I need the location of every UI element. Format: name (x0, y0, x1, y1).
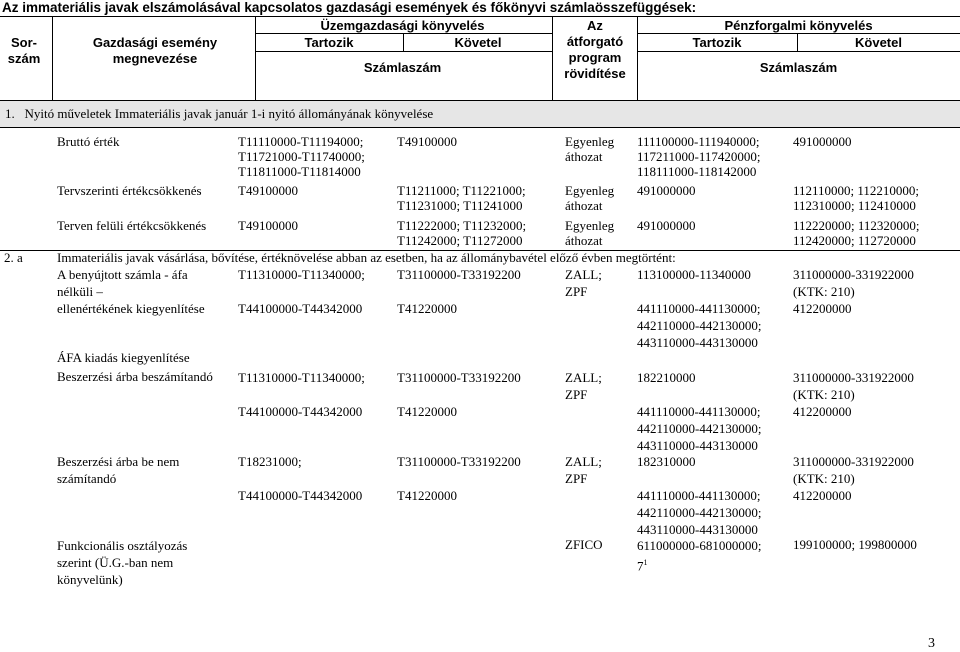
rule (637, 51, 960, 52)
row1-k2-3: 112220000; 112320000; 112420000; 112720000 (793, 218, 920, 248)
rule (637, 16, 638, 100)
row2-t1-4: T18231000; T44100000-T44342000 (238, 454, 363, 503)
row2-t2-1: 113100000-11340000 441110000-441130000; 442110000-442130000; 443110000-443130000 (637, 267, 762, 350)
row1-name-1: Bruttó érték (57, 134, 120, 149)
header-atforgato: Az átforgató program rövidítése (564, 18, 626, 81)
rule (797, 33, 798, 51)
row1-k2-1: 491000000 (793, 134, 852, 149)
section-1-band (0, 100, 960, 128)
row1-prog-2: Egyenleg áthozat (565, 183, 615, 213)
row1-t1-2: T49100000 (238, 183, 298, 198)
header-penzforgalmi: Pénzforgalmi könyvelés (724, 18, 873, 33)
rule (552, 16, 553, 100)
header-szamlaszam-1: Számlaszám (363, 60, 442, 75)
row2-k1-1: T31100000-T33192200 T41220000 (397, 267, 521, 316)
section-1-title (5, 106, 433, 122)
section-1-number: 1. (5, 106, 15, 121)
header-kovetel-1: Követel (454, 35, 502, 50)
row2-name-5: Funkcionális osztályozás szerint (Ü.G.-ban nem könyvelünk) (57, 538, 188, 587)
row2-prog-3: ZALL; ZPF (565, 370, 602, 402)
row1-name-2: Tervszerinti értékcsökkenés (57, 183, 202, 198)
header-sorszam: Sor- szám (7, 35, 41, 66)
row2-prog-5: ZFICO (565, 537, 603, 552)
row2-prog-4: ZALL; ZPF (565, 454, 602, 486)
row2-k2-1: 311000000-331922000 (KTK: 210) 412200000 (793, 267, 914, 316)
header-kovetel-2: Követel (855, 35, 902, 50)
row2-t2-5 (637, 537, 761, 574)
row1-t2-3: 491000000 (637, 218, 696, 233)
section-2-title: Immateriális javak vásárlása, bővítése, értéknövelése abban az esetben, ha az állománybavétel előző évben megtörtént: (57, 250, 676, 265)
row2-name-3: Beszerzési árba beszámítandó (57, 369, 213, 384)
row2-k1-4: T31100000-T33192200 T41220000 (397, 454, 521, 503)
page-number: 3 (928, 636, 935, 651)
row1-k2-2: 112110000; 112210000; 112310000; 112410000 (793, 183, 920, 213)
row2-name-4: Beszerzési árba be nem számítandó (57, 454, 180, 486)
row1-t1-1: T11110000-T11194000; T11721000-T11740000; T11811000-T11814000 (238, 134, 365, 179)
header-tartozik-1: Tartozik (304, 35, 354, 50)
row2-t1-1: T11310000-T11340000; T44100000-T44342000 (238, 267, 365, 316)
row2-t2-4: 182310000 441110000-441130000; 442110000-442130000; 443110000-443130000 (637, 454, 762, 537)
row2-name-2: ÁFA kiadás kiegyenlítése (57, 350, 190, 365)
section-2-number: 2. a (4, 250, 23, 265)
header-uzemgazd: Üzemgazdasági könyvelés (320, 18, 485, 33)
row1-name-3: Terven felüli értékcsökkenés (57, 218, 207, 233)
header-tartozik-2: Tartozik (692, 35, 742, 50)
row2-t2-3: 182210000 441110000-441130000; 442110000-442130000; 443110000-443130000 (637, 370, 762, 453)
row2-prog-1: ZALL; ZPF (565, 267, 602, 299)
row2-k2-3: 311000000-331922000 (KTK: 210) 412200000 (793, 370, 914, 419)
row1-prog-1: Egyenleg áthozat (565, 134, 615, 164)
rule (0, 16, 960, 17)
document-title: Az immateriális javak elszámolásával kapcsolatos gazdasági események és főkönyvi számlaösszefüggések: (2, 0, 697, 15)
row1-t1-3: T49100000 (238, 218, 298, 233)
rule (403, 33, 404, 51)
rule (255, 51, 552, 52)
row1-k1-1: T49100000 (397, 134, 457, 149)
rule (637, 33, 960, 34)
row1-prog-3: Egyenleg áthozat (565, 218, 615, 248)
row2-name-1: A benyújtott számla - áfa nélküli – ellenértékének kiegyenlítése (57, 267, 205, 316)
row2-k1-3: T31100000-T33192200 T41220000 (397, 370, 521, 419)
row1-k1-3: T11222000; T11232000; T11242000; T11272000 (397, 218, 527, 248)
header-esemeny: Gazdasági esemény megnevezése (92, 35, 218, 66)
row2-k2-4: 311000000-331922000 (KTK: 210) 412200000 (793, 454, 914, 503)
row1-t2-1: 111100000-111940000; 117211000-117420000; 118111000-118142000 (637, 134, 761, 179)
rule (255, 16, 256, 100)
rule (52, 16, 53, 100)
row2-k2-5: 199100000; 199800000 (793, 537, 917, 552)
row1-t2-2: 491000000 (637, 183, 696, 198)
row2-t1-3: T11310000-T11340000; T44100000-T44342000 (238, 370, 365, 419)
footnote-marker: 1 (643, 558, 648, 567)
header-szamlaszam-2: Számlaszám (759, 60, 838, 75)
row2-t2-5-text: 611000000-681000000; 7 (637, 538, 762, 574)
row1-k1-2: T11211000; T11221000; T11231000; T11241000 (397, 183, 526, 213)
section-1-text: Nyitó műveletek Immateriális javak január 1-i nyitó állományának könyvelése (24, 106, 434, 121)
